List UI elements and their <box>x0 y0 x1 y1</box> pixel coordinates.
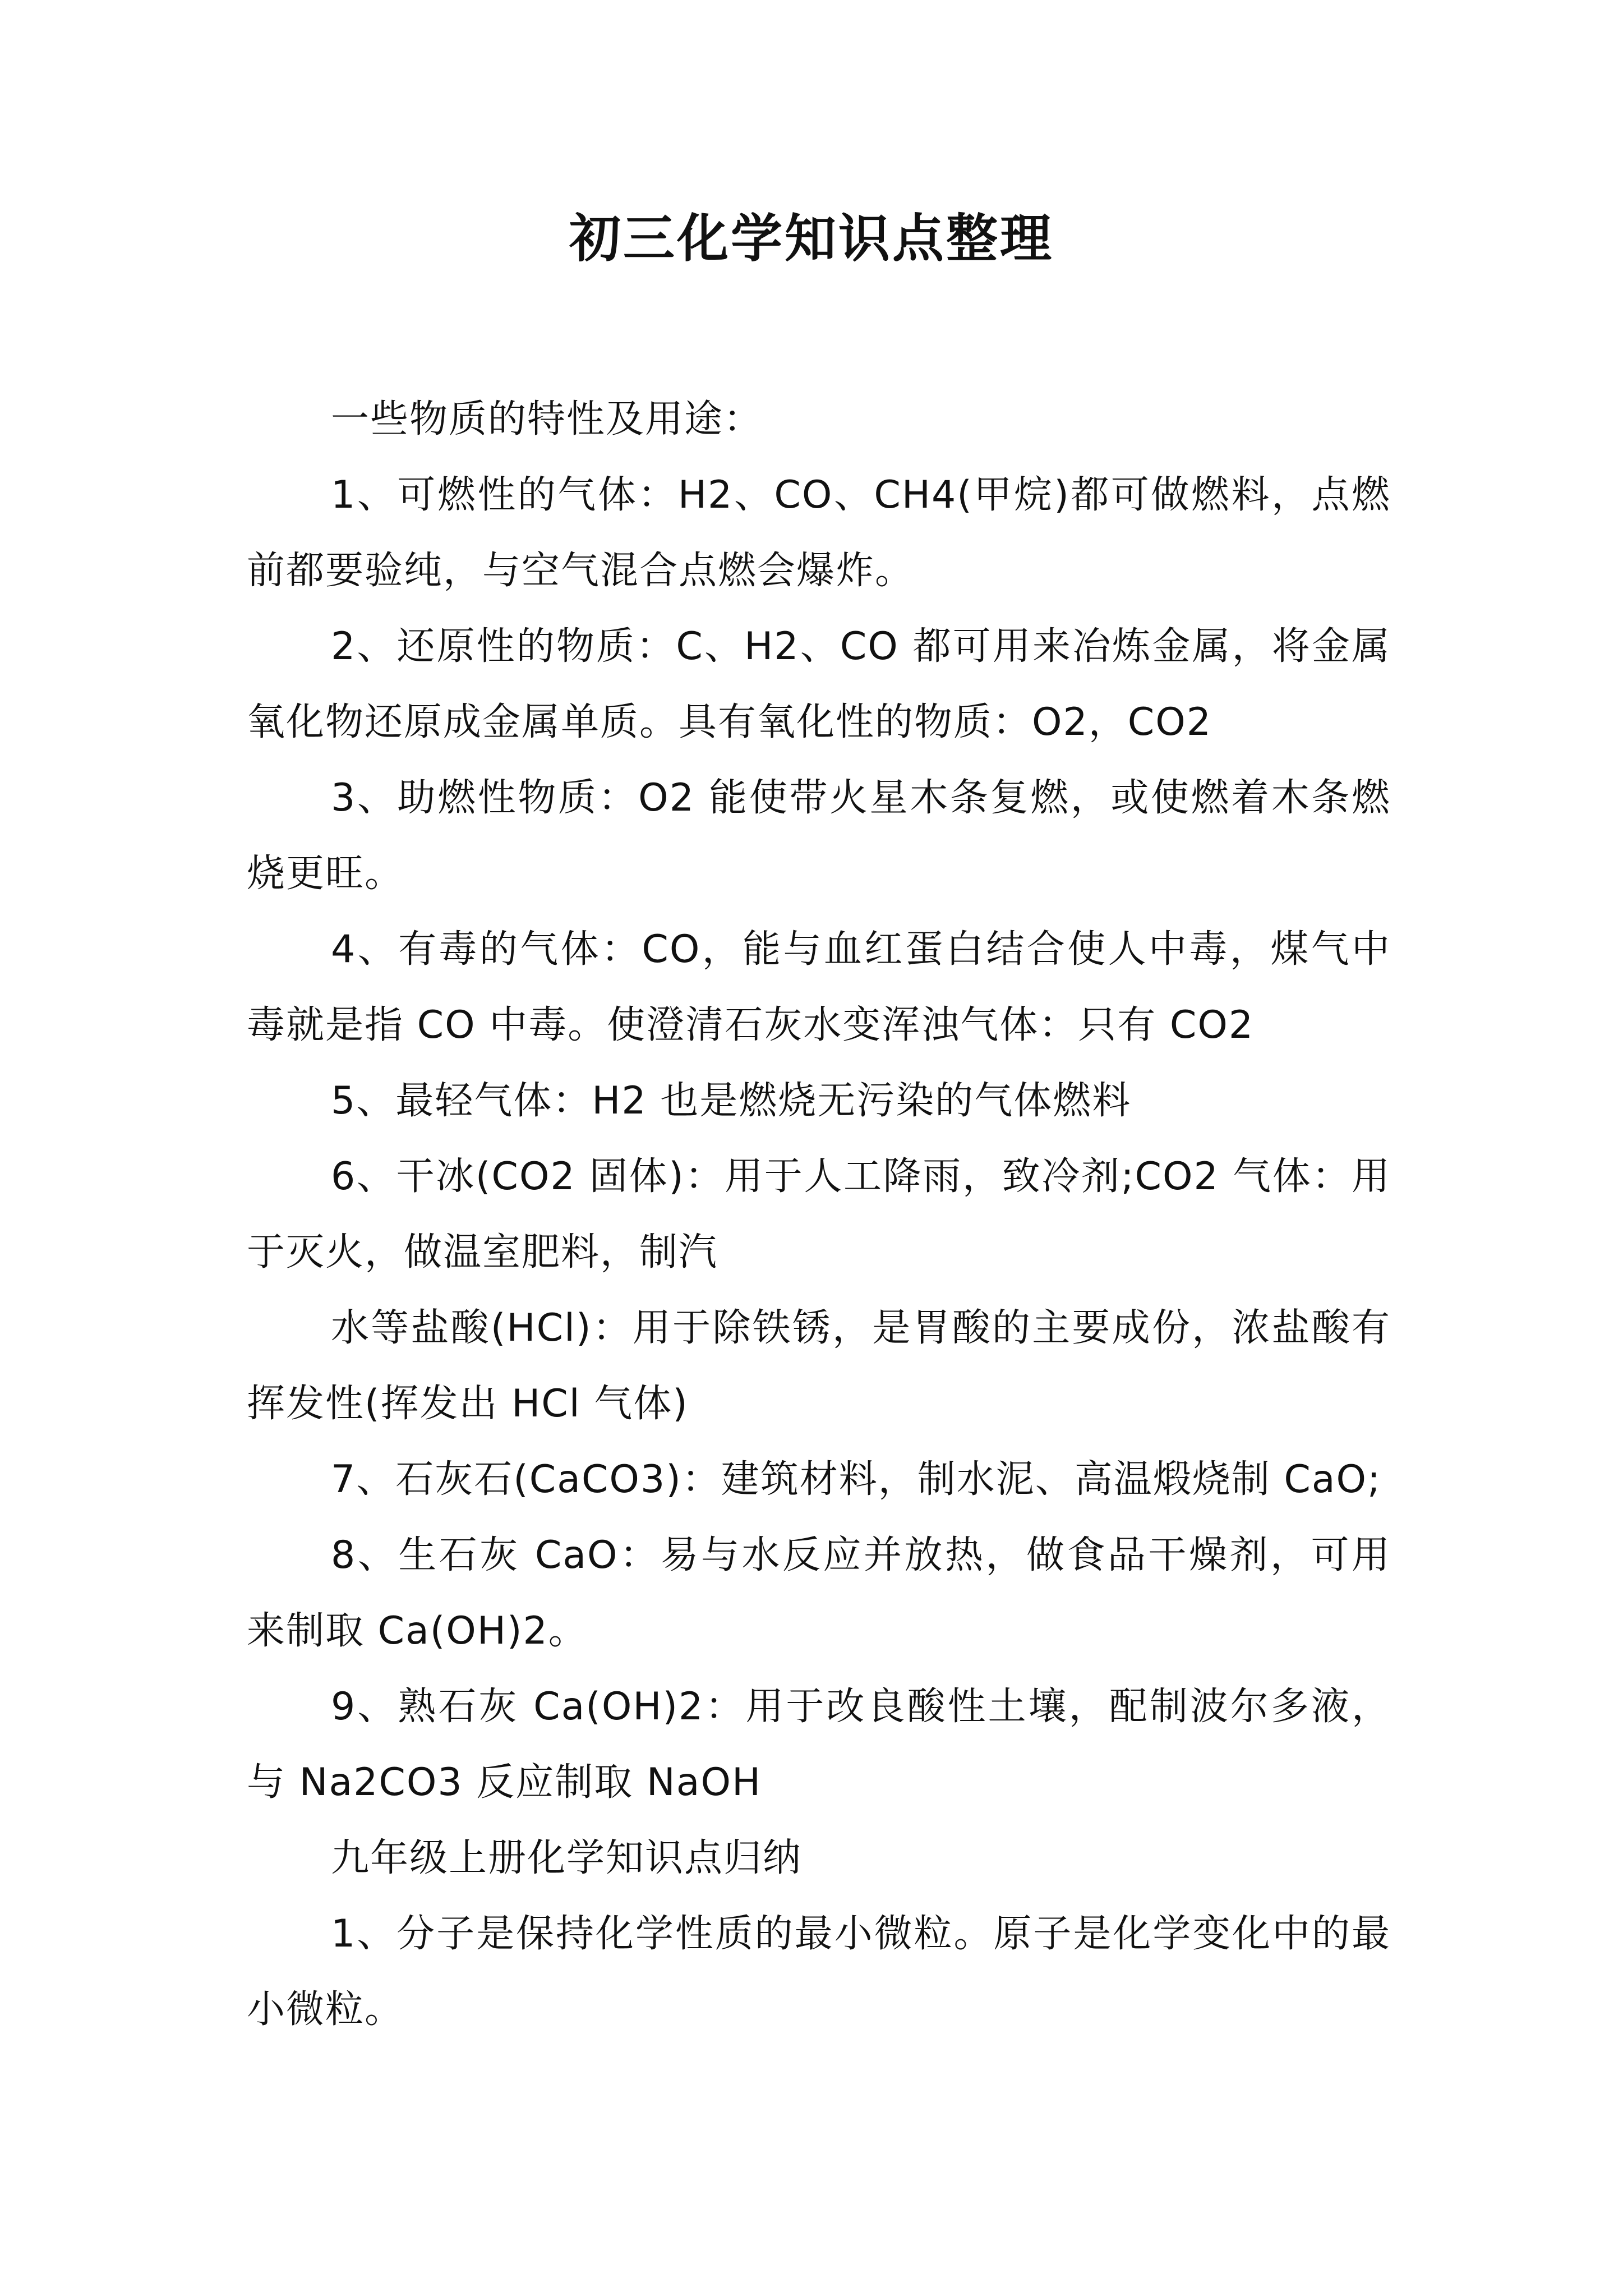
paragraph: 8、生石灰 CaO：易与水反应并放热，做食品干燥剂，可用来制取 Ca(OH)2。 <box>247 1533 1391 1653</box>
paragraph: 4、有毒的气体：CO，能与血红蛋白结合使人中毒，煤气中毒就是指 CO 中毒。使澄清石灰水变浑浊气体：只有 CO2 <box>247 927 1391 1047</box>
paragraph: 水等盐酸(HCl)：用于除铁锈，是胃酸的主要成份，浓盐酸有挥发性(挥发出 HCl 气体) <box>247 1306 1391 1426</box>
paragraph: 9、熟石灰 Ca(OH)2：用于改良酸性土壤，配制波尔多液，与 Na2CO3 反应制取 NaOH <box>247 1685 1391 1805</box>
section-heading: 九年级上册化学知识点归纳 <box>331 1836 803 1880</box>
paragraph: 7、石灰石(CaCO3)：建筑材料，制水泥、高温煅烧制 CaO; <box>331 1457 1381 1502</box>
paragraph: 一些物质的特性及用途： <box>331 397 763 441</box>
paragraph: 1、分子是保持化学性质的最小微粒。原子是化学变化中的最小微粒。 <box>247 1912 1391 2032</box>
paragraph: 5、最轻气体：H2 也是燃烧无污染的气体燃料 <box>331 1079 1132 1123</box>
paragraph: 1、可燃性的气体：H2、CO、CH4(甲烷)都可做燃料，点燃前都要验纯，与空气混合点燃会爆炸。 <box>247 473 1391 593</box>
document-title: 初三化学知识点整理 <box>569 208 1054 269</box>
paragraph: 2、还原性的物质：C、H2、CO 都可用来冶炼金属，将金属氧化物还原成金属单质。具有氧化性的物质：O2，CO2 <box>247 624 1391 744</box>
paragraph: 3、助燃性物质：O2 能使带火星木条复燃，或使燃着木条燃烧更旺。 <box>247 776 1391 896</box>
paragraph: 6、干冰(CO2 固体)：用于人工降雨，致冷剂;CO2 气体：用于灭火，做温室肥料，制汽 <box>247 1154 1391 1274</box>
document-body <box>247 381 1391 2047</box>
